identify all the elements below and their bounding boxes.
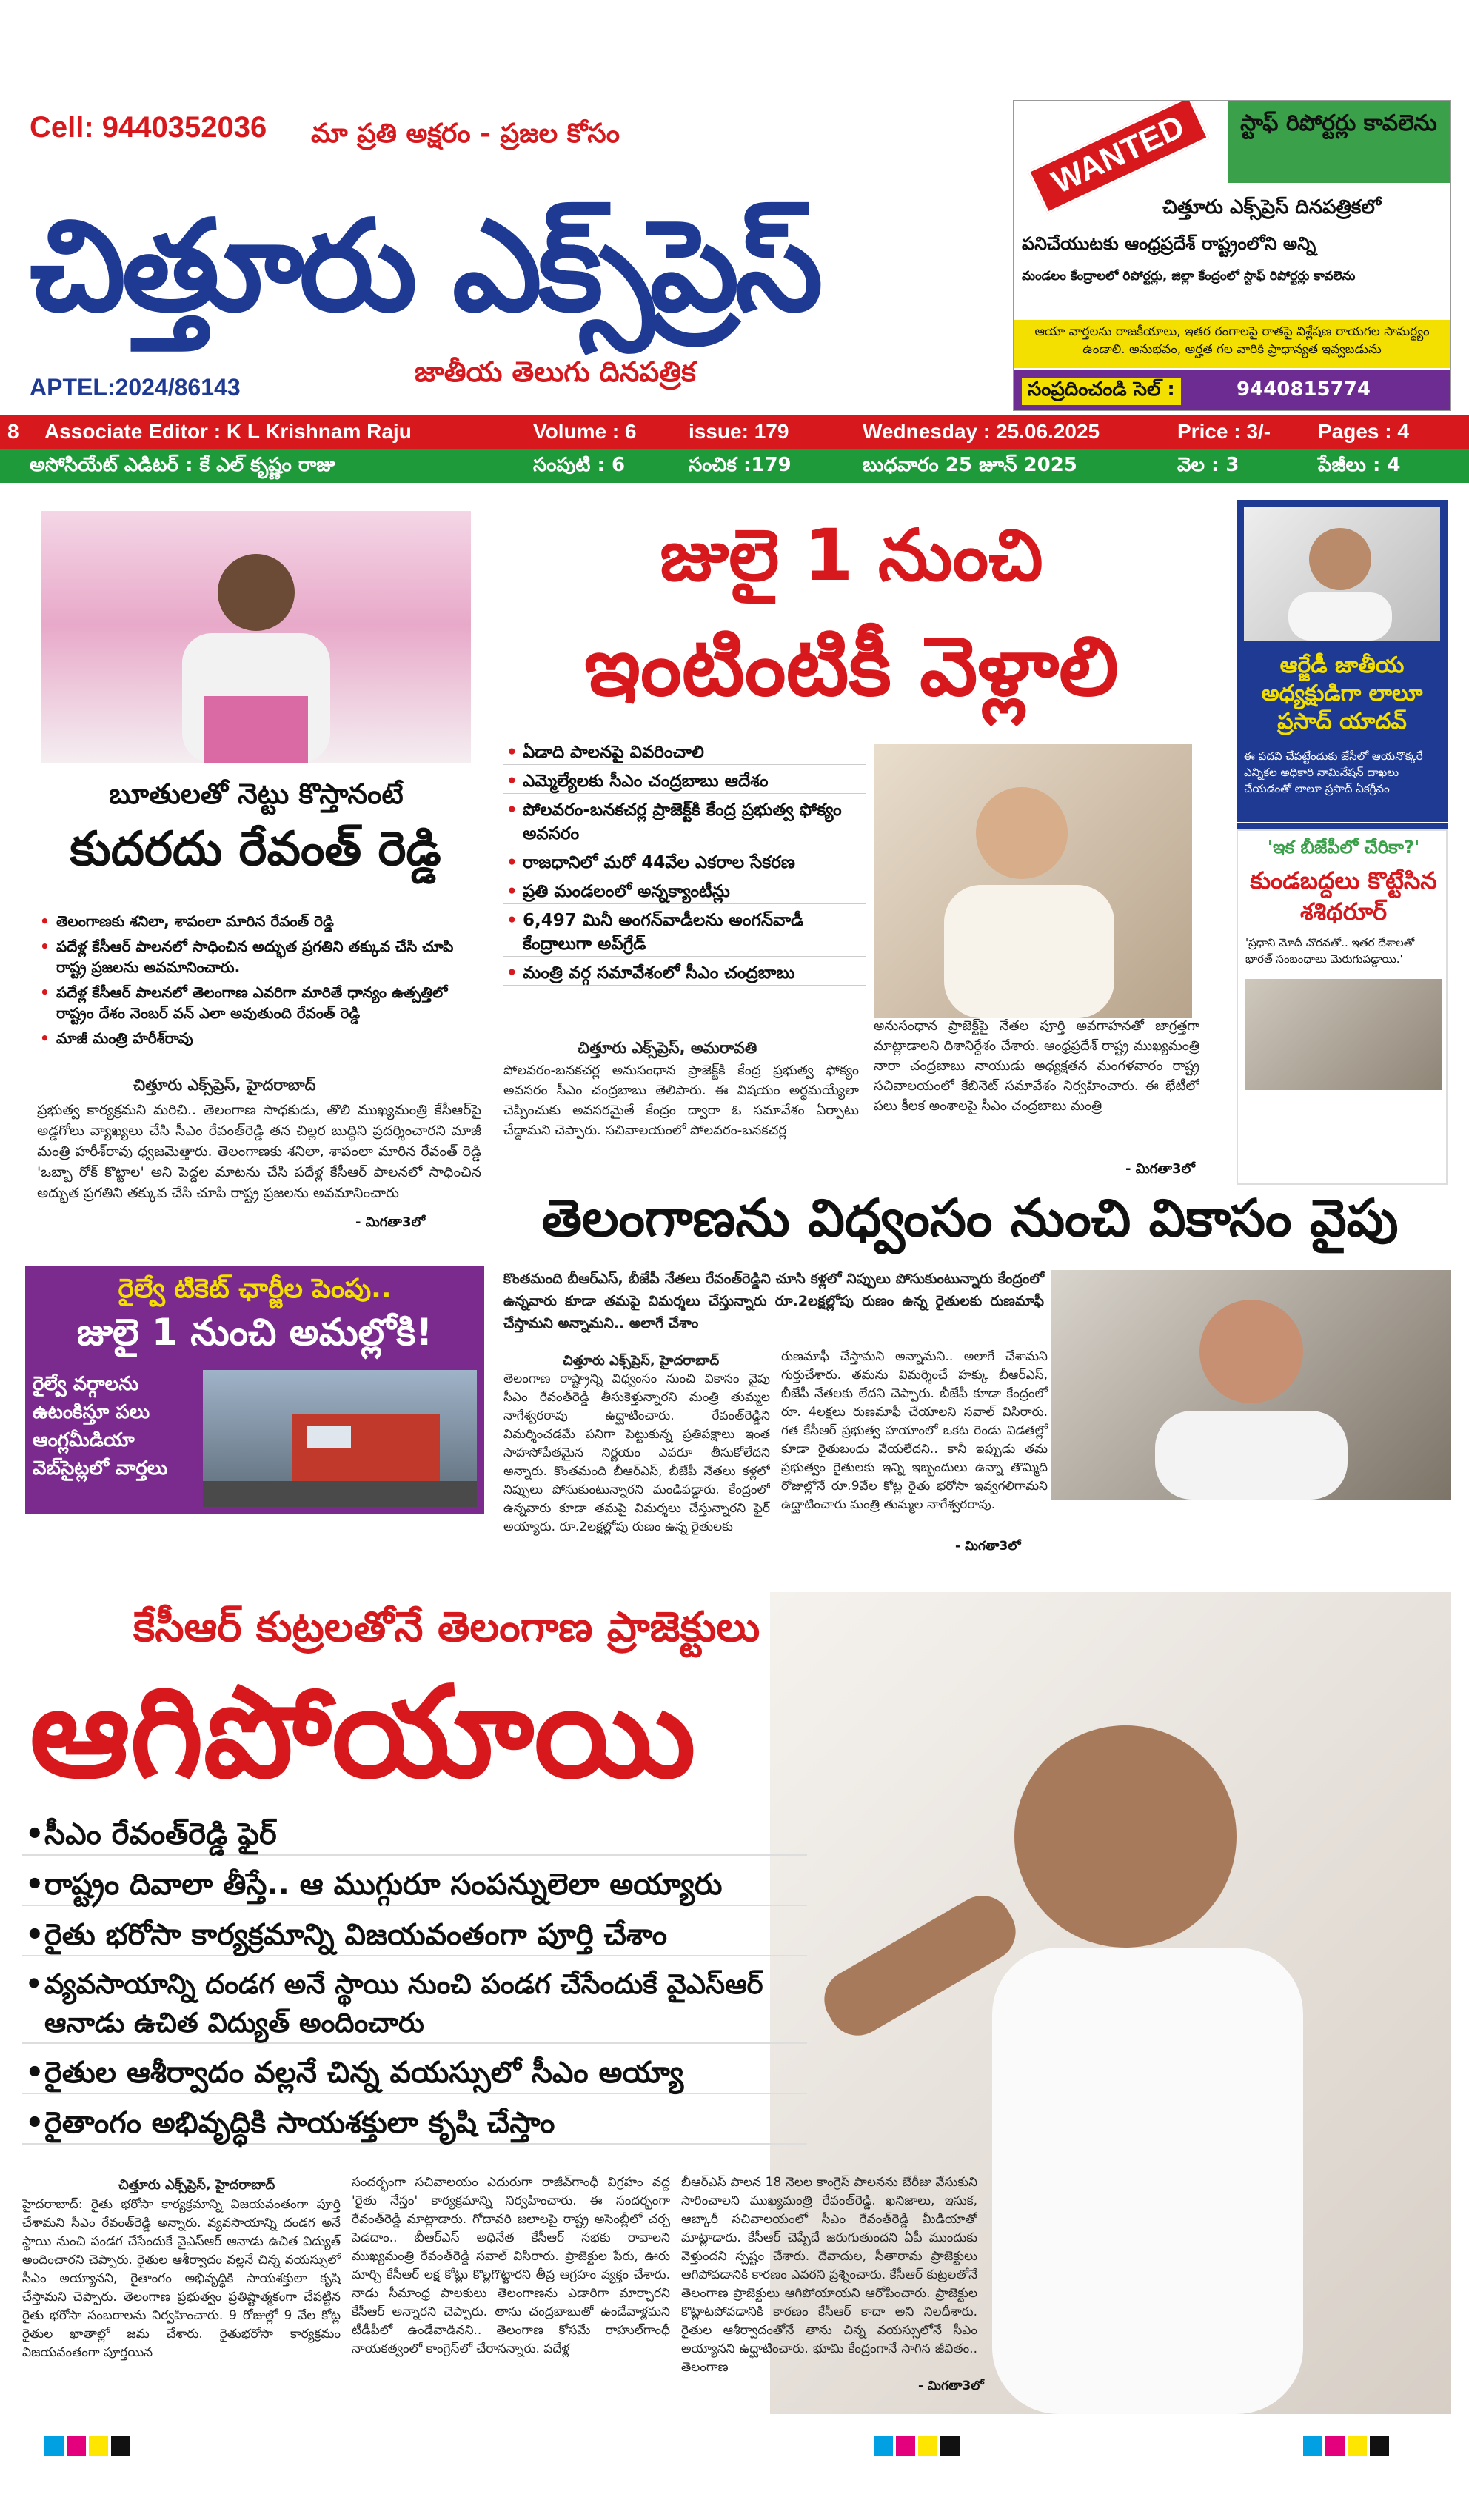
- price-te: వెల : 3: [1177, 454, 1239, 476]
- train-icon: [203, 1370, 477, 1507]
- main-body-left: పోలవరం-బనకచర్ల అనుసంధాన ప్రాజెక్ట్‌కి కేంద్ర ప్రభుత్వ ఫోక్యం అవసరం సీఎం చంద్రబాబు తెలిపారు. ఈ విషయం అర్థమయ్యేలా చెప్పించుకు అవసరమైతే కేంద్రం ద్వారా ఓ సమావేశం ఏర్పాటు చేద్దామని చెప్పారు. సచివాలయంలో పోలవరం-బనకచర్ల: [503, 1063, 859, 1138]
- main-dateline: చిత్తూరు ఎక్స్‌ప్రెస్, అమరావతి: [578, 1039, 757, 1057]
- telangana-headline: తెలంగాణను విధ్వంసం నుంచి వికాసం వైపు: [541, 1188, 1399, 1249]
- telangana-intro: కొంతమంది బీఆర్ఎస్, బీజేపీ నేతలు రేవంత్‌రెడ్డిని చూసి కళ్లలో నిప్పులు పోసుకుంటున్నారు కేంద్రంలో ఉన్నవారు కూడా తమపై విమర్శలు చేస్తున్నారు రూ.2లక్షల్లోపు రుణం ఉన్న రైతులకు రుణమాఫీ చేస్తామని అన్నామని.. అలాగే చేశాం: [503, 1271, 1044, 1331]
- left-bullets: [37, 911, 481, 1053]
- rjd-caption: ఆర్జేడీ జాతీయ అధ్యక్షుడిగా లాలూ ప్రసాద్ యాదవ్: [1261, 652, 1423, 735]
- bjp-box: [1237, 829, 1448, 1185]
- telangana-body-left: తెలంగాణ రాష్ట్రాన్ని విధ్వంసం నుంచి వికాసం వైపు సీఎం రేవంత్‌రెడ్డి తీసుకెళ్తున్నారని మంత్రి తుమ్మల నాగేశ్వరరావు ఉద్ఘాటించారు. రేవంత్‌రెడ్డిని విమర్శించడమే పనిగా పెట్టుకున్న ప్రతిపక్షాలు ఇంత సాహసోపేతమైన నిర్ణయం ఎవరూ తీసుకోలేదని అన్నారు. కొంతమంది బీఆర్ఎస్, బీజేపీ నేతలు కళ్లలో నిప్పులు పోసుకుంటున్నారని మండిపడ్డారు. కేంద్రంలో ఉన్నవారు కూడా తమపై విమర్శలు చేస్తున్నారని ఫైర్ అయ్యారు. రూ.2లక్షల్లోపు రుణం ఉన్న రైతులకు: [503, 1371, 770, 1534]
- masthead-phone: Cell: 9440352036: [30, 111, 267, 144]
- info-bar-english: [0, 415, 1469, 449]
- registration-marks-center: [874, 2436, 1022, 2459]
- volume-te: సంపుటి : 6: [533, 454, 626, 476]
- left-body: ప్రభుత్వ కార్యక్రమని మరిచి.. తెలంగాణ సాధకుడు, తొలి ముఖ్యమంత్రి కేసీఆర్‌పై అడ్డగోలు వ్యాఖ్యలు చేసి సీఎం రేవంత్‌రెడ్డి తన చిల్లర బుద్ధిని ప్రదర్శించారని మాజీ మంత్రి హరీశ్‌రావు ధ్వజమెత్తారు. తెలంగాణకు శనిలా, శాపంలా మారిన రేవంత్ రెడ్డి 'ఒబ్బా రోక్ కొట్టాల' అని పెద్దల మాటను చేసి పదేళ్ల కేసీఆర్ పాలనలో సాధించిన అద్భుత ప్రగతిని తక్కువ చేసి చూపి రాష్ట్ర ప్రజలను అవమానించారు: [37, 1102, 481, 1201]
- bottom-kicker: కేసీఆర్ కుట్రలతోనే తెలంగాణ ప్రాజెక్టులు: [133, 1603, 760, 1651]
- date: Wednesday : 25.06.2025: [863, 420, 1100, 443]
- ad-contact: [1014, 370, 1450, 411]
- registration-marks-right: [1303, 2436, 1451, 2459]
- list-item: • సీఎం రేవంత్‌రెడ్డి ఫైర్: [22, 1814, 807, 1856]
- lalu-photo: [1244, 507, 1440, 641]
- price: Price : 3/-: [1177, 420, 1271, 443]
- tharoor-photo: [1245, 979, 1442, 1090]
- ad-line3: మండలం కేంద్రాలలో రిపోర్టర్లు, జిల్లా కేంద్రంలో స్టాఫ్ రిపోర్టర్లు కావలెను: [1022, 269, 1356, 284]
- telangana-dateline: చిత్తూరు ఎక్స్‌ప్రెస్, హైదరాబాద్: [563, 1353, 720, 1368]
- main-headline-line1: జులై 1 నుంచి: [660, 514, 1043, 597]
- list-item: • రాష్ట్రం దివాలా తీస్తే.. ఆ ముగ్గురూ సంపన్నులెలా అయ్యారు: [22, 1865, 807, 1906]
- ad-line2: పనిచేయుటకు ఆంధ్రప్రదేశ్ రాష్ట్రంలోని అన్ని: [1022, 233, 1316, 254]
- bottom-col2: సందర్భంగా సచివాలయం ఎదురుగా రాజీవ్‌గాంధీ విగ్రహం వద్ద 'రైతు నేస్తం' కార్యక్రమాన్ని నిర్వహించారు. ఈ సందర్భంగా రేవంత్‌రెడ్డి మాట్లాడారు. గోదావరి జలాలపై రాష్ట్ర అసెంబ్లీలో చర్చ పెడదాం.. బీఆర్ఎస్ అధినేత కేసీఆర్ సభకు రావాలని ముఖ్యమంత్రి రేవంత్‌రెడ్డి సవాల్ విసిరారు. ప్రాజెక్టుల పేరు, ఊరు మార్చి కేసీఆర్ లక్ష కోట్లు కొల్లగొట్టారని తీవ్ర ఆగ్రహం వ్యక్తం చేశారు. నాడు సీమాంధ్ర పాలకులు తెలంగాణను ఎడారిగా మార్చారని కేసీఆర్ అన్నారని చెప్పారు. తాను చంద్రబాబుతో ఉండేవాళ్లమని టీడీపీలో ఉండేవాడినని.. తెలంగాణ కోసమే రాహుల్‌గాంధీ నాయకత్వంలో కాంగ్రెస్‌లో చేరానన్నారు. పదేళ్ల: [352, 2175, 670, 2356]
- bottom-headline: ఆగిపోయాయి: [30, 1660, 696, 1806]
- list-item: • మంత్రి వర్గ సమావేశంలో సీఎం చంద్రబాబు: [503, 961, 866, 986]
- ad-line1: చిత్తూరు ఎక్స్‌ప్రెస్ దినపత్రికలో: [1162, 196, 1382, 218]
- person-figure-icon: [1244, 507, 1440, 641]
- list-item: • ఏడాది పాలనపై వివరించాలి: [503, 741, 866, 765]
- date-te: బుధవారం 25 జూన్ 2025: [863, 454, 1077, 476]
- harish-rao-photo: [41, 511, 471, 763]
- pages-te: పేజీలు : 4: [1318, 454, 1401, 476]
- list-item: • రైతు భరోసా కార్యక్రమాన్ని విజయవంతంగా పూర్తి చేశాం: [22, 1915, 807, 1956]
- volume: Volume : 6: [533, 420, 637, 443]
- masthead-title: చిత్తూరు ఎక్స్‌ప్రెస్: [30, 193, 819, 340]
- ad-note: ఆయా వార్తలను రాజకీయాలు, ఇతర రంగాలపై రాతపై విశ్లేషణ రాయగల సామర్థ్యం ఉండాలి. అనుభవం, అర్హత గల వారికి ప్రాధాన్యత ఇవ్వబడును: [1014, 320, 1450, 368]
- associate-editor: Associate Editor : K L Krishnam Raju: [44, 420, 412, 443]
- main-headline-line2: ఇంటింటికీ వెళ్లాలి: [584, 619, 1119, 714]
- main-continued: - మిగతా3లో: [1125, 1161, 1195, 1177]
- pages: Pages : 4: [1318, 420, 1409, 443]
- ad-contact-label: సంప్రదించండి సెల్ :: [1022, 378, 1181, 405]
- chandrababu-photo: [874, 744, 1192, 1018]
- train-photo: [203, 1370, 477, 1507]
- list-item: • 6,497 మినీ అంగన్‌వాడీలను అంగన్‌వాడీ కేంద్రాలుగా అప్‌గ్రేడ్: [503, 909, 866, 957]
- associate-editor-te: అసోసియేట్ ఎడిటర్ : కే ఎల్ కృష్ణం రాజు: [30, 454, 335, 476]
- railway-body: రైల్వే వర్గాలను ఉటంకిస్తూ పలు ఆంగ్లమీడియా వెబ్‌సైట్లలో వార్తలు: [33, 1373, 168, 1480]
- ad-wanted-banner: WANTED: [1028, 100, 1209, 214]
- masthead-tagline: మా ప్రతి అక్షరం - ప్రజల కోసం: [311, 118, 620, 149]
- rjd-body: ఈ పదవి చేపట్టేందుకు జేసీలో ఆయనొక్కరే ఎన్నికల అధికారి నామినేషన్ దాఖలు చేయడంతో లాలూ ప్రసాద్ ఏకగ్రీవం: [1244, 749, 1423, 795]
- masthead-registration: APTEL:2024/86143: [30, 374, 241, 401]
- left-dateline: చిత్తూరు ఎక్స్‌ప్రెస్, హైదరాబాద్: [133, 1076, 316, 1094]
- registration-marks-left: [44, 2436, 193, 2459]
- speaker-figure-icon: [41, 511, 471, 763]
- list-item: • రైతాంగం అభివృద్ధికి సాయశక్తులా కృషి చేస్తాం: [22, 2103, 807, 2145]
- ad-header: స్టాఫ్ రిపోర్టర్లు కావలెను: [1228, 101, 1450, 183]
- ad-contact-phone: 9440815774: [1237, 378, 1371, 401]
- main-body-right: అనుసంధాన ప్రాజెక్ట్‌పై నేతల పూర్తి అవగాహనతో జాగ్రత్తగా మాట్లాడాలని దిశానిర్దేశం చేశారు. ఆంధ్రప్రదేశ్ రాష్ట్ర ముఖ్యమంత్రి నారా చంద్రబాబు నాయుడు అధ్యక్షతన మంగళవారం రాష్ట్ర సచివాలయంలో కేబినెట్ సమావేశం నిర్వహించారు. ఈ భేటీలో పలు కీలక అంశాలపై సీఎం చంద్రబాబు మంత్రి: [874, 1018, 1199, 1114]
- person-figure-icon: [1051, 1270, 1451, 1500]
- masthead-subtitle: జాతీయ తెలుగు దినపత్రిక: [415, 355, 696, 388]
- edition-number: 8: [7, 420, 19, 443]
- list-item: • తెలంగాణకు శనిలా, శాపంలా మారిన రేవంత్ రెడ్డి: [37, 911, 481, 932]
- railway-line1: రైల్వే టికెట్ ఛార్జీల పెంపు..: [118, 1274, 392, 1304]
- telangana-body-right: రుణమాఫీ చేస్తామని అన్నామని.. అలాగే చేశామని గుర్తుచేశారు. తమను విమర్శించే హక్కు బీఆర్ఎస్, బీజేపీ నేతలకు లేదని చెప్పారు. బీజేపీ కూడా కేంద్రంలో రూ. 4లక్షలు రుణమాఫీ చేయాలని సవాల్ విసిరారు. గత కేసీఆర్ ప్రభుత్వ హయాంలో ఒకట రెండు విడతల్లో కూడా రైతుబంధు వేయలేదని.. కానీ ఇప్పుడు తమ ప్రభుత్వం రైతులకు ఇన్ని ఇబ్బందులు ఉన్నా తొమ్మిది రోజుల్లోనే రూ.9వేల కోట్ల రైతు భరోసా ఇవ్వగలిగామని ఉద్ఘాటించారు మంత్రి తుమ్మల నాగేశ్వరరావు.: [781, 1349, 1048, 1512]
- list-item: • రైతుల ఆశీర్వాదం వల్లనే చిన్న వయస్సులో సీఎం అయ్యా: [22, 2053, 807, 2094]
- railway-box: [25, 1266, 484, 1514]
- main-bullets: [503, 741, 866, 990]
- telangana-continued: - మిగతా3లో: [955, 1539, 1021, 1554]
- wanted-ad: [1013, 100, 1451, 411]
- list-item: • వ్యవసాయాన్ని దండగ అనే స్థాయి నుంచి పండగ చేసేందుకే వైఎస్ఆర్ ఆనాడు ఉచిత విద్యుత్ అందించారు: [22, 1965, 807, 2044]
- bottom-continued: - మిగతా3లో: [918, 2379, 984, 2393]
- issue-te: సంచిక :179: [689, 454, 792, 476]
- bjp-body: 'ప్రధాని మోదీ చొరవతో.. ఇతర దేశాలతో భారత్ సంబంధాలు మెరుగుపడ్డాయి.': [1245, 936, 1415, 966]
- bottom-col1: హైదరాబాద్: రైతు భరోసా కార్యక్రమాన్ని విజయవంతంగా పూర్తి చేశామని సీఎం రేవంత్‌రెడ్డి అన్నారు. వ్యవసాయాన్ని దండగ అనే స్థాయి నుంచి పండగ చేసేందుకే వైఎస్ఆర్ ఆనాడు ఉచిత విద్యుత్ అందించారని చెప్పారు. రైతుల ఆశీర్వాదం వల్లనే చిన్న వయస్సులో సీఎం అయ్యానని, రైతాంగం అభివృద్ధికి సాయశక్తులా కృషి చేస్తామని చెప్పారు. తెలంగాణ ప్రభుత్వం ప్రతిష్టాత్మకంగా చేపట్టిన రైతు భరోసా సంబరాలను నిర్వహించారు. 9 రోజుల్లో 9 వేల కోట్ల రైతుల ఖాతాల్లో జమ చేశారు. రైతుభరోసా కార్యక్రమం విజయవంతంగా పూర్తయిన: [22, 2197, 341, 2360]
- issue: issue: 179: [689, 420, 789, 443]
- tummala-photo: [1051, 1270, 1451, 1500]
- person-figure-icon: [874, 744, 1192, 1018]
- list-item: • పదేళ్ల కేసీఆర్ పాలనలో సాధించిన అద్భుత ప్రగతిని తక్కువ చేసి చూపి రాష్ట్ర ప్రజలను అవమానించారు.: [37, 936, 481, 977]
- railway-line2: జులై 1 నుంచి అమల్లోకి!: [76, 1311, 433, 1354]
- list-item: • పదేళ్ల కేసీఆర్ పాలనలో తెలంగాణ ఎవరిగా మారితే ధాన్యం ఉత్పత్తిలో రాష్ట్రం దేశం నెంబర్ వన్ ఎలా అవుతుంది రేవంత్ రెడ్డి: [37, 982, 481, 1023]
- divider: [1237, 822, 1448, 823]
- list-item: • పోలవరం-బనకచర్ల ప్రాజెక్ట్‌కి కేంద్ర ప్రభుత్వ ఫోక్యం అవసరం: [503, 798, 866, 846]
- left-kicker: బూతులతో నెట్టు కొస్తానంటే: [109, 778, 404, 810]
- list-item: • రాజధానిలో మరో 44వేల ఎకరాల సేకరణ: [503, 851, 866, 875]
- bottom-col3: బీఆర్ఎస్ పాలన 18 నెలల కాంగ్రెస్ పాలనను బేరీజు వేసుకుని సారించాలని ముఖ్యమంత్రి రేవంత్‌రెడ్డి. ఖనిజాలు, ఇసుక, ఆబ్కారీ సచివాలయంలో సీఎం రేవంత్‌రెడ్డి మీడియాతో మాట్లాడారు. కేసీఆర్ చెప్పేదే జరుగుతుందని ఏపీ ముందుకు వెళ్తుందని స్పష్టం చేశారు. దేవాదుల, సీతారామ ప్రాజెక్టులు ఆగిపోవడానికి కారణం ఎవరని ప్రశ్నించారు. కేసీఆర్ కుట్రలతోనే తెలంగాణ ప్రాజెక్టులు ఆగిపోయాయని ఆరోపించారు. ప్రాజెక్టుల కొట్లాటపోవడానికి కారణం కేసీఆర్ కాదా అని నిలదీశారు. రైతుల ఆశీర్వాదంతోనే తాను చిన్న వయస్సులోనే సీఎం అయ్యానని ఉద్ఘాటించారు. భూమి కేంద్రంగానే సాగిన జీవితం.. తెలంగాణ: [681, 2175, 977, 2375]
- bottom-dateline: చిత్తూరు ఎక్స్‌ప్రెస్, హైదరాబాద్: [118, 2177, 275, 2193]
- left-headline: కుదరదు రేవంత్ రెడ్డి: [70, 822, 441, 877]
- bottom-bullets: [22, 1814, 807, 2153]
- list-item: • ప్రతి మండలంలో అన్నక్యాంటీన్లు: [503, 880, 866, 904]
- list-item: • మాజీ మంత్రి హరీశ్‌రావు: [37, 1028, 481, 1049]
- bjp-headline: కుండబద్దలు కొట్టేసిన శశిథరూర్: [1250, 866, 1437, 926]
- bjp-kicker: 'ఇక బీజేపీలో చేరికా?': [1267, 837, 1420, 858]
- left-continued: - మిగతా3లో: [355, 1214, 425, 1230]
- list-item: • ఎమ్మెల్యేలకు సీఎం చంద్రబాబు ఆదేశం: [503, 769, 866, 794]
- info-bar-telugu: [0, 449, 1469, 483]
